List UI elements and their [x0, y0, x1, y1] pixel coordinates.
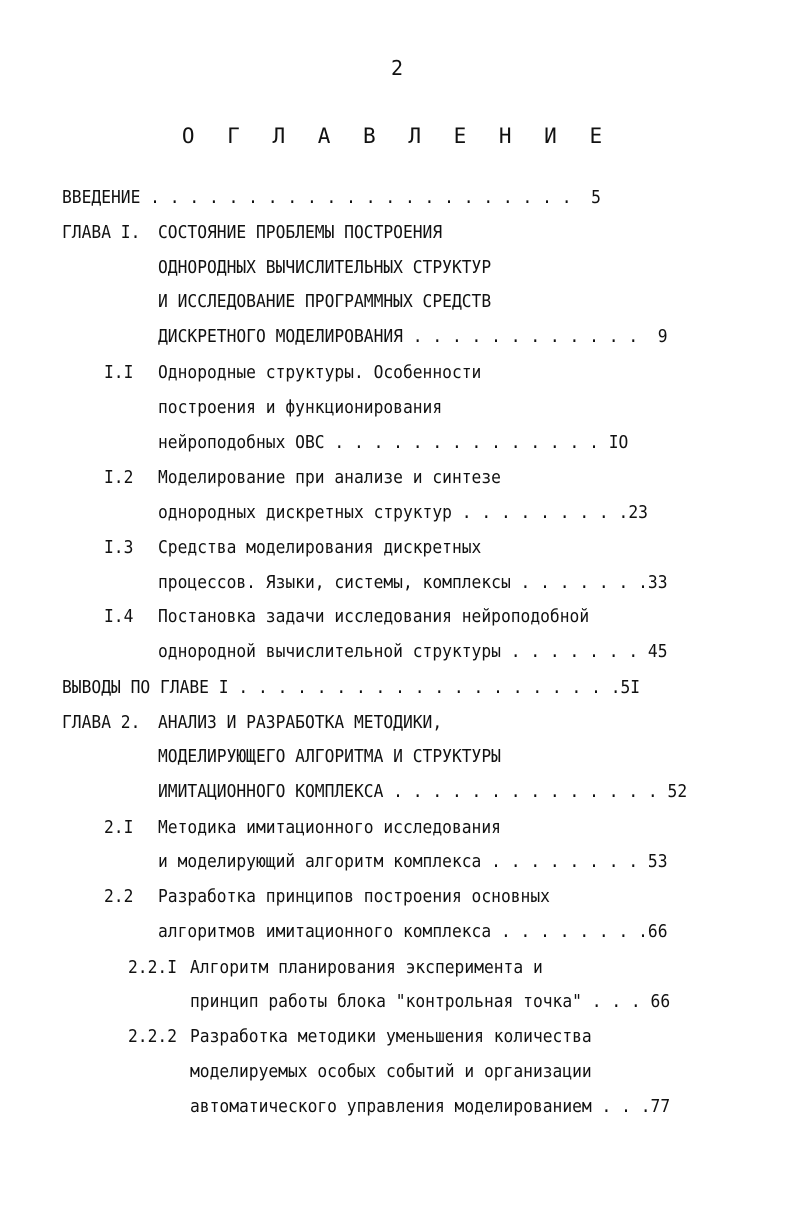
toc-section-1-4-line: однородной вычислительной структуры . . . . . . . 45 [158, 642, 668, 662]
toc-chapter-2-line: МОДЕЛИРУЮЩЕГО АЛГОРИТМА И СТРУКТУРЫ [158, 747, 501, 767]
toc-subsection-2-2-1-label: 2.2.I [128, 958, 177, 978]
toc-section-2-2-line: алгоритмов имитационного комплекса . . . . . . . .66 [158, 922, 668, 942]
toc-chapter-2-label: ГЛАВА 2. [62, 713, 141, 733]
toc-section-1-1-line: Однородные структуры. Особенности [158, 363, 482, 383]
toc-section-1-4-label: I.4 [104, 607, 134, 627]
toc-subsection-2-2-2-line: автоматического управления моделированием . . .77 [190, 1097, 671, 1117]
toc-section-1-2-line: однородных дискретных структур . . . . . . . . .23 [158, 503, 648, 523]
toc-section-1-3-line: процессов. Языки, системы, комплексы . . . . . . .33 [158, 573, 668, 593]
toc-chapter-1-line: И ИССЛЕДОВАНИЕ ПРОГРАММНЫХ СРЕДСТВ [158, 292, 492, 312]
toc-section-2-2-line: Разработка принципов построения основных [158, 887, 550, 907]
toc-chapter-1-label: ГЛАВА I. [62, 223, 141, 243]
toc-section-1-1-label: I.I [104, 363, 134, 383]
toc-section-1-3-line: Средства моделирования дискретных [158, 538, 482, 558]
toc-section-2-2-label: 2.2 [104, 887, 134, 907]
toc-chapter-1-line: СОСТОЯНИЕ ПРОБЛЕМЫ ПОСТРОЕНИЯ [158, 223, 443, 243]
toc-section-1-2-label: I.2 [104, 468, 134, 488]
toc-subsection-2-2-1-line: принцип работы блока "контрольная точка" . . . 66 [190, 992, 671, 1012]
toc-section-1-3-label: I.3 [104, 538, 134, 558]
toc-subsection-2-2-2-label: 2.2.2 [128, 1027, 177, 1047]
toc-chapter-2-line: ИМИТАЦИОННОГО КОМПЛЕКСА . . . . . . . . . . . . . . 52 [158, 782, 688, 802]
toc-section-2-1-label: 2.I [104, 818, 134, 838]
toc-section-1-1-line: построения и функционирования [158, 398, 443, 418]
toc-subsection-2-2-1-line: Алгоритм планирования эксперимента и [190, 958, 543, 978]
toc-chapter-1-line: ДИСКРЕТНОГО МОДЕЛИРОВАНИЯ . . . . . . . . . . . . 9 [158, 327, 668, 347]
page-number: 2 [390, 56, 404, 80]
toc-section-2-1-line: Методика имитационного исследования [158, 818, 501, 838]
toc-chapter-2-line: АНАЛИЗ И РАЗРАБОТКА МЕТОДИКИ, [158, 713, 443, 733]
toc-section-2-1-line: и моделирующий алгоритм комплекса . . . . . . . . 53 [158, 852, 668, 872]
toc-section-1-4-line: Постановка задачи исследования нейроподобной [158, 607, 590, 627]
toc-entry-introduction: ВВЕДЕНИЕ . . . . . . . . . . . . . . . . . . . . . . 5 [62, 188, 601, 208]
toc-entry-conclusions-1: ВЫВОДЫ ПО ГЛАВЕ I . . . . . . . . . . . . . . . . . . . .5I [62, 678, 641, 698]
toc-subsection-2-2-2-line: Разработка методики уменьшения количества [190, 1027, 592, 1047]
toc-section-1-1-line: нейроподобных ОВС . . . . . . . . . . . . . . IO [158, 433, 629, 453]
toc-subsection-2-2-2-line: моделируемых особых событий и организации [190, 1062, 592, 1082]
toc-section-1-2-line: Моделирование при анализе и синтезе [158, 468, 501, 488]
toc-chapter-1-line: ОДНОРОДНЫХ ВЫЧИСЛИТЕЛЬНЫХ СТРУКТУР [158, 258, 492, 278]
page-title: О Г Л А В Л Е Н И Е [181, 124, 613, 148]
